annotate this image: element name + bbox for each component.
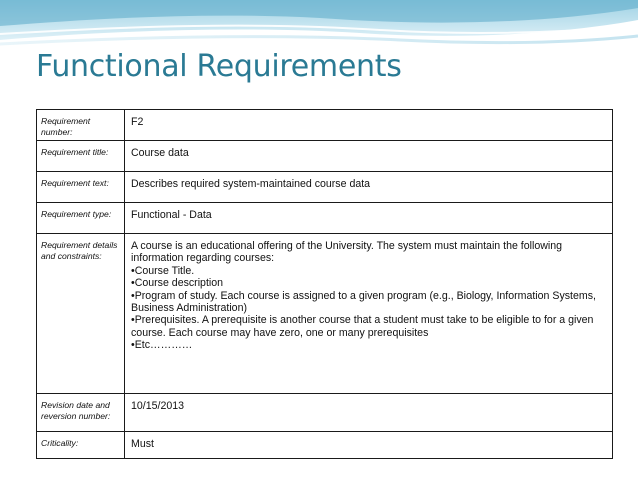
value-text: Course data (131, 147, 189, 159)
requirement-title-value (125, 141, 613, 172)
revision-date-value (125, 394, 613, 432)
table-row (37, 432, 613, 459)
label-text: Requirement text: (41, 178, 109, 188)
requirement-text-value (125, 172, 613, 203)
detail-line: •Course Title. (131, 264, 195, 277)
detail-line: A course is an educational offering of the University. The system must maintain the following information regarding courses: (131, 240, 563, 265)
requirement-title-label (37, 141, 125, 172)
requirement-number-label (37, 110, 125, 141)
requirement-details-label (37, 234, 125, 394)
detail-line: •Prerequisites. A prerequisite is another course that a student must take to be eligible to for a given course. Each course may have zero, one or many prerequisites (131, 314, 594, 339)
label-text: Revision date and reversion number: (41, 400, 111, 421)
detail-line: •Course description (131, 277, 224, 290)
requirement-number-value (125, 110, 613, 141)
table-row (37, 203, 613, 234)
label-text: Requirement details and constraints: (41, 240, 118, 261)
label-text: Criticality: (41, 438, 79, 448)
detail-line: •Etc………… (131, 339, 193, 352)
value-text: 10/15/2013 (131, 400, 185, 412)
slide-title: Functional Requirements (36, 49, 402, 84)
criticality-value (125, 432, 613, 459)
detail-line: •Program of study. Each course is assigned to a given program (e.g., Biology, Information Systems, Business Administration) (131, 289, 596, 315)
value-text: Must (131, 438, 154, 450)
label-text: Requirement type: (41, 209, 112, 219)
value-text: Describes required system-maintained course data (131, 178, 371, 190)
table-row (37, 234, 613, 394)
requirement-table (36, 109, 613, 459)
table-row (37, 141, 613, 172)
table-row (37, 394, 613, 432)
requirement-details-value (125, 234, 613, 394)
value-text: Functional - Data (131, 209, 212, 221)
value-text: F2 (131, 116, 144, 128)
criticality-label (37, 432, 125, 459)
table-row (37, 172, 613, 203)
requirement-type-value (125, 203, 613, 234)
table-row (37, 110, 613, 141)
requirement-text-label (37, 172, 125, 203)
requirement-type-label (37, 203, 125, 234)
revision-date-label (37, 394, 125, 432)
label-text: Requirement number: (41, 116, 91, 137)
label-text: Requirement title: (41, 147, 109, 157)
